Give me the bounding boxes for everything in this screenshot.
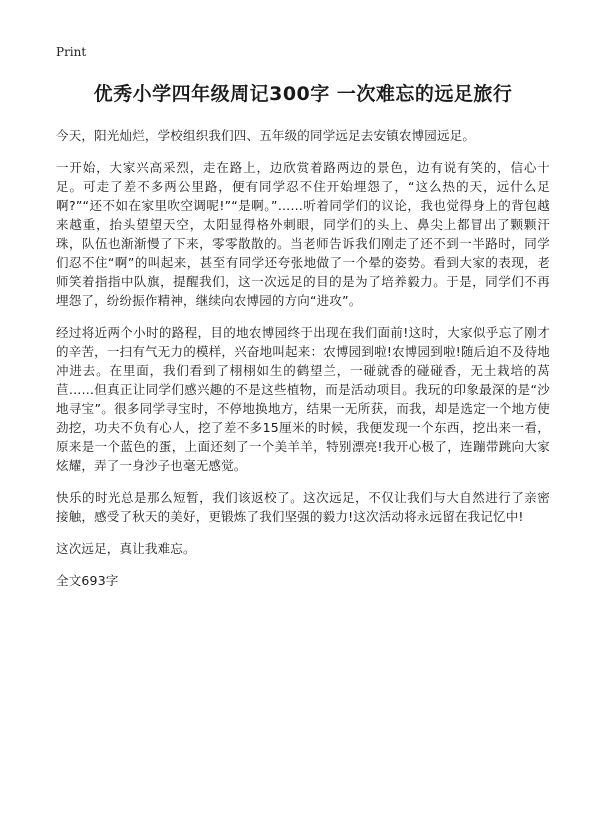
paragraph-start-of-walk: 一开始，大家兴高采烈，走在路上，边欣赏着路两边的景色，边有说有笑的，信心十足。可走了差不多两公里路，便有同学忍不住开始埋怨了，“这么热的天，远什么足啊?”“还不如在家里吹空调呢!”“是啊。”……听着同学们的议论，我也觉得身上的背包越来越重，抬头望望天空，太阳显得格外刺眼，同学们的头上、鼻尖上都冒出了颗颗汗珠，队伍也渐渐慢了下来，零零散散的。当老师告诉我们刚走了还不到一半路时，同学们忍不住“啊”的叫起来，甚至有同学还夸张地做了一个晕的姿势。看到大家的表现，老师笑着指指中队旗，提醒我们，这一次远足的目的是为了培养毅力。于是，同学们不再埋怨了，纷纷振作精神，继续向农博园的方向“进攻”。 (56, 160, 550, 308)
paragraph-at-farm-park: 经过将近两个小时的路程，目的地农博园终于出现在我们面前!这时，大家似乎忘了刚才的辛苦，一扫有气无力的模样，兴奋地叫起来：农博园到啦!农博园到啦!随后迫不及待地冲进去。在里面，我们看到了栩栩如生的鹤望兰，一碰就香的碰碰香，无土栽培的莴苣……但真正让同学们感兴趣的不是这些植物，而是活动项目。我玩的印象最深的是“沙地寻宝”。很多同学寻宝时，不停地换地方，结果一无所获，而我，却是选定一个地方使劲挖，功夫不负有心人，挖了差不多15厘米的时候，我便发现一个东西，挖出来一看，原来是一个蓝色的蛋，上面还刻了一个美羊羊，特别漂亮!我开心极了，连蹦带跳向大家炫耀，弄了一身沙子也毫无感觉。 (56, 325, 550, 473)
article-title: 优秀小学四年级周记300字 一次难忘的远足旅行 (93, 83, 513, 105)
paragraph-intro: 今天，阳光灿烂，学校组织我们四、五年级的同学远足去安镇农博园远足。 (56, 128, 476, 143)
paragraph-return: 快乐的时光总是那么短暂，我们该返校了。这次远足，不仅让我们与大自然进行了亲密接触，感受了秋天的美好，更锻炼了我们坚强的毅力!这次活动将永远留在我记忆中! (56, 490, 550, 524)
word-count: 全文693字 (56, 573, 119, 588)
paragraph-conclusion: 这次远足，真让我难忘。 (56, 541, 196, 556)
print-link[interactable]: Print (56, 45, 87, 59)
